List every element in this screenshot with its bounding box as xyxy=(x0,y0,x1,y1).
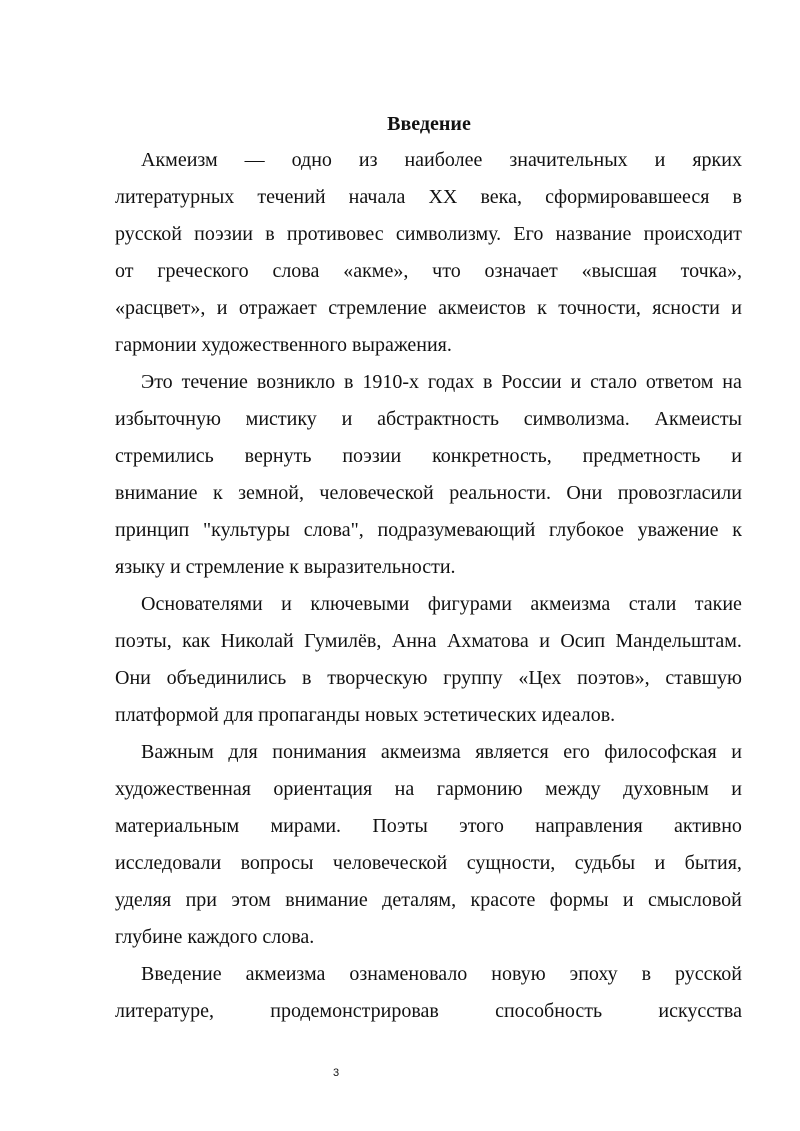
word: Основателями xyxy=(141,593,263,615)
word: отражает xyxy=(238,297,317,319)
word: и xyxy=(731,778,742,800)
word: и xyxy=(731,445,742,467)
word: Анна xyxy=(391,630,437,652)
word: Акмеисты xyxy=(654,408,742,430)
word: группу xyxy=(443,667,503,689)
word: деталям, xyxy=(382,889,457,911)
word: литературе, xyxy=(115,1000,215,1022)
word: новую xyxy=(491,963,546,985)
word: и xyxy=(731,297,742,319)
word: подразумевающий xyxy=(377,519,536,541)
word: XX xyxy=(428,186,458,208)
word: гармонию xyxy=(436,778,523,800)
word: в xyxy=(483,371,493,393)
word: сущности, xyxy=(466,852,556,874)
word: века, xyxy=(480,186,522,208)
word: стало xyxy=(590,371,638,393)
word: ответом xyxy=(645,371,714,393)
word: Важным xyxy=(141,741,214,763)
word: Акмеизм xyxy=(141,149,218,171)
word: Осип xyxy=(560,630,606,652)
word: акмеизма xyxy=(530,593,611,615)
word: предметность xyxy=(582,445,701,467)
word: исследовали xyxy=(115,852,222,874)
word: провозгласили xyxy=(617,482,742,504)
paragraph-3-line-3 xyxy=(115,664,742,692)
word: для xyxy=(228,741,258,763)
word: стремление xyxy=(328,297,427,319)
paragraph-5-line-1 xyxy=(141,960,742,988)
word: «Цех xyxy=(518,667,562,689)
paragraph-4-line-2 xyxy=(115,775,742,803)
paragraph-1-line-6: гармонии художественного выражения. xyxy=(115,334,452,356)
word: человеческой xyxy=(319,482,434,504)
word: и xyxy=(341,408,353,430)
word: значительных xyxy=(509,149,628,171)
word: смысловой xyxy=(648,889,742,911)
word: начала xyxy=(348,186,406,208)
word: сформировавшееся xyxy=(545,186,710,208)
word: философская xyxy=(604,741,717,763)
word: творческую xyxy=(327,667,428,689)
word: фигурами xyxy=(427,593,512,615)
word: Это xyxy=(141,371,173,393)
word: происходит xyxy=(643,223,742,245)
word: акмеизма xyxy=(245,963,326,985)
word: избыточную xyxy=(115,408,221,430)
word: духовным xyxy=(623,778,709,800)
page-number: 3 xyxy=(332,1067,340,1079)
word: и xyxy=(731,741,742,763)
word: и xyxy=(281,593,292,615)
word: и xyxy=(622,889,634,911)
word: такие xyxy=(694,593,742,615)
word: активно xyxy=(674,815,742,837)
word: наиболее xyxy=(404,149,483,171)
word: ставшую xyxy=(665,667,742,689)
word: судьбы xyxy=(574,852,636,874)
word: понимания xyxy=(272,741,367,763)
paragraph-4-line-4 xyxy=(115,849,742,877)
word: 1910-х xyxy=(362,371,420,393)
word: — xyxy=(244,149,265,171)
word: вопросы xyxy=(240,852,314,874)
word: ярких xyxy=(692,149,742,171)
word: Ахматова xyxy=(446,630,529,652)
word: направления xyxy=(535,815,643,837)
word: русской xyxy=(115,223,182,245)
word: на xyxy=(394,778,415,800)
word: продемонстрировав xyxy=(270,1000,439,1022)
word: материальным xyxy=(115,815,240,837)
word: поэзии xyxy=(194,223,253,245)
word: человеческой xyxy=(332,852,448,874)
paragraph-3-line-4: платформой для пропаганды новых эстетических идеалов. xyxy=(115,704,616,726)
word: течение xyxy=(181,371,248,393)
paragraph-2-line-2 xyxy=(115,405,742,433)
word: противовес xyxy=(286,223,384,245)
word: и xyxy=(654,149,666,171)
word: Гумилёв, xyxy=(304,630,382,652)
word: в xyxy=(265,223,275,245)
word: к xyxy=(732,519,742,541)
word: годах xyxy=(427,371,475,393)
word: внимание xyxy=(285,889,368,911)
word: Его xyxy=(513,223,544,245)
paragraph-1-line-4 xyxy=(115,257,742,285)
word: его xyxy=(563,741,590,763)
word: поэты, xyxy=(115,630,172,652)
word: внимание xyxy=(115,482,198,504)
word: эпоху xyxy=(569,963,618,985)
word: в xyxy=(732,186,742,208)
word: Поэты xyxy=(372,815,428,837)
word: акмеистов xyxy=(438,297,526,319)
word: течений xyxy=(257,186,326,208)
paragraph-2-line-3 xyxy=(115,442,742,470)
word: Они xyxy=(115,667,151,689)
word: реальности. xyxy=(449,482,551,504)
word: ключевыми xyxy=(310,593,410,615)
paragraph-2-line-1 xyxy=(141,368,742,396)
word: земной, xyxy=(238,482,304,504)
paragraph-3-line-1 xyxy=(141,590,742,618)
word: в xyxy=(344,371,354,393)
word: способность xyxy=(495,1000,603,1022)
word: Введение xyxy=(141,963,222,985)
word: символизму. xyxy=(395,223,502,245)
paragraph-4-line-1 xyxy=(141,738,742,766)
word: греческого xyxy=(157,260,249,282)
word: абстрактность xyxy=(377,408,499,430)
paragraph-3-line-2 xyxy=(115,627,742,655)
word: к xyxy=(537,297,547,319)
word: поэзии xyxy=(342,445,402,467)
word: и xyxy=(654,852,666,874)
word: стали xyxy=(628,593,677,615)
word: является xyxy=(475,741,549,763)
word: при xyxy=(185,889,217,911)
word: «высшая xyxy=(581,260,657,282)
word: глубокое xyxy=(549,519,624,541)
word: из xyxy=(358,149,378,171)
word: одно xyxy=(291,149,332,171)
word: русской xyxy=(675,963,742,985)
word: ознаменовало xyxy=(349,963,468,985)
word: мистику xyxy=(245,408,317,430)
word: объединились xyxy=(166,667,287,689)
word: формы xyxy=(549,889,609,911)
word: название xyxy=(555,223,632,245)
word: к xyxy=(212,482,223,504)
word: и xyxy=(216,297,228,319)
word: слова", xyxy=(303,519,364,541)
paragraph-1-line-2 xyxy=(115,183,742,211)
word: стремились xyxy=(115,445,214,467)
word: конкретность, xyxy=(432,445,552,467)
word: ориентация xyxy=(273,778,373,800)
word: ясности xyxy=(652,297,720,319)
word: точности, xyxy=(558,297,641,319)
word: от xyxy=(115,260,134,282)
word: между xyxy=(545,778,601,800)
paragraph-5-line-2 xyxy=(115,997,742,1025)
word: бытия, xyxy=(684,852,742,874)
word: поэтов», xyxy=(577,667,650,689)
word: возникло xyxy=(256,371,336,393)
paragraph-1-line-1 xyxy=(141,146,742,174)
word: «расцвет», xyxy=(115,297,206,319)
page-title: Введение xyxy=(387,113,471,135)
word: уделяя xyxy=(115,889,172,911)
word: и xyxy=(539,630,550,652)
paragraph-4-line-6: глубине каждого слова. xyxy=(115,926,315,948)
paragraph-2-line-6: языку и стремление к выразительности. xyxy=(115,556,456,578)
word: точка», xyxy=(680,260,742,282)
paragraph-1-line-3 xyxy=(115,220,742,248)
word: принцип xyxy=(115,519,190,541)
word: мирами. xyxy=(270,815,342,837)
word: уважение xyxy=(637,519,719,541)
word: означает xyxy=(484,260,558,282)
word: красоте xyxy=(470,889,536,911)
word: в xyxy=(641,963,652,985)
word: этого xyxy=(459,815,504,837)
word: Они xyxy=(566,482,603,504)
word: литературных xyxy=(115,186,235,208)
word: Николай xyxy=(220,630,294,652)
word: в xyxy=(302,667,312,689)
word: "культуры xyxy=(202,519,290,541)
word: что xyxy=(432,260,461,282)
word: художественная xyxy=(115,778,251,800)
word: и xyxy=(570,371,582,393)
word: как xyxy=(182,630,211,652)
paragraph-4-line-5 xyxy=(115,886,742,914)
paragraph-1-line-5 xyxy=(115,294,742,322)
word: этом xyxy=(231,889,271,911)
word: «акме», xyxy=(343,260,409,282)
word: России xyxy=(501,371,562,393)
paragraph-2-line-4 xyxy=(115,479,742,507)
word: слова xyxy=(272,260,320,282)
word: искусства xyxy=(658,1000,742,1022)
word: вернуть xyxy=(244,445,312,467)
word: Мандельштам. xyxy=(615,630,742,652)
word: символизма. xyxy=(523,408,630,430)
paragraph-2-line-5 xyxy=(115,516,742,544)
word: акмеизма xyxy=(380,741,461,763)
paragraph-4-line-3 xyxy=(115,812,742,840)
word: на xyxy=(722,371,742,393)
